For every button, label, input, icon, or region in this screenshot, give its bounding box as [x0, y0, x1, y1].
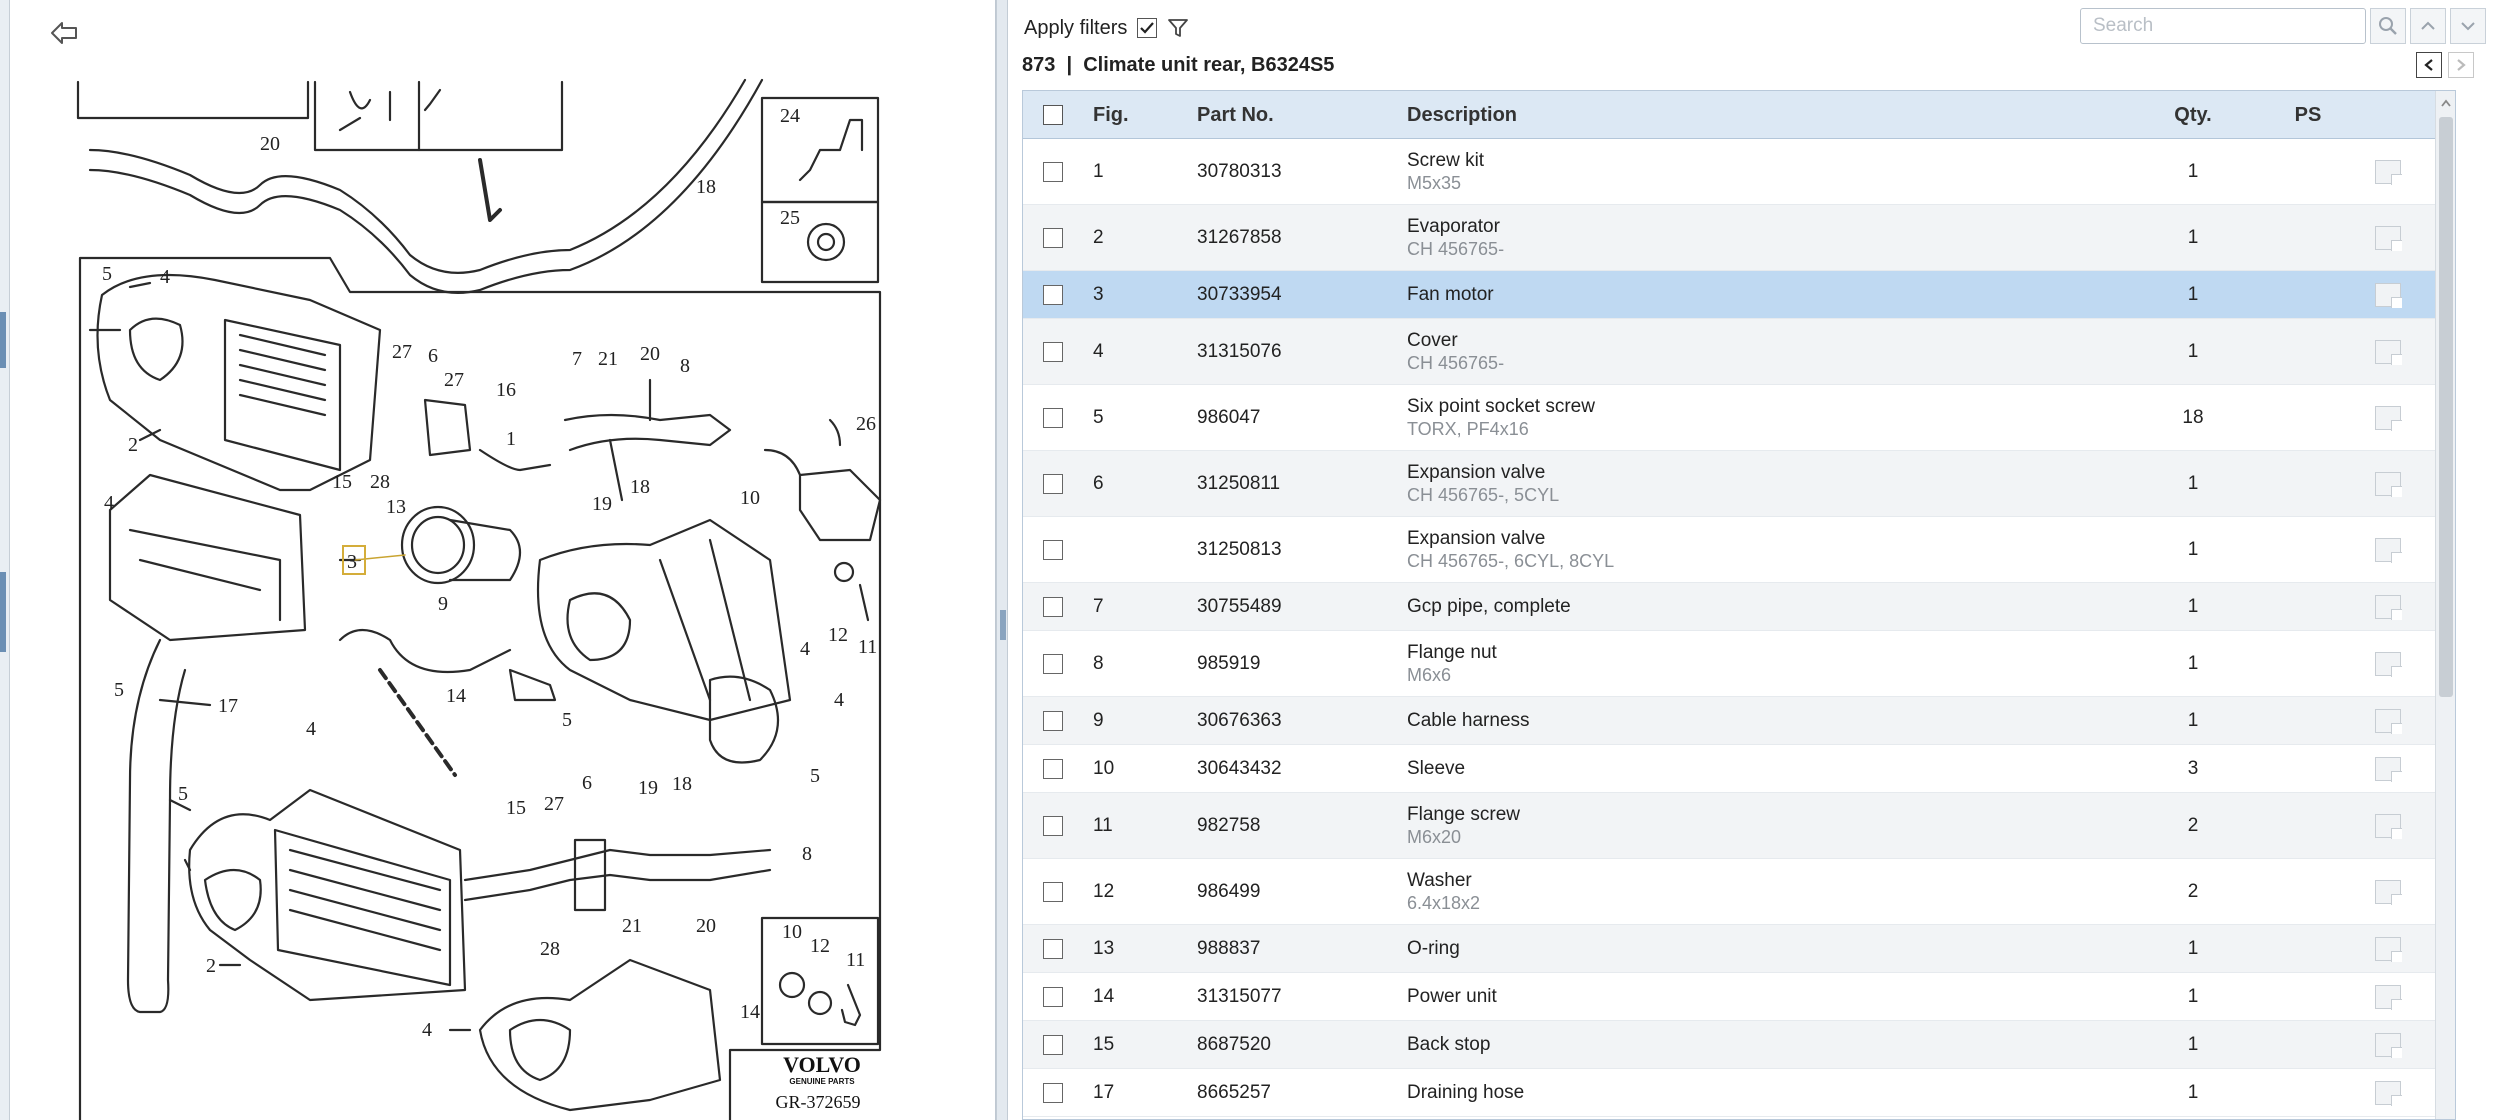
note-icon[interactable]: [2375, 160, 2401, 184]
svg-text:8: 8: [680, 355, 690, 377]
row-checkbox[interactable]: [1043, 474, 1063, 494]
row-qty: 3: [2187, 757, 2199, 779]
row-qty: 1: [2187, 1033, 2199, 1055]
row-part-no: 985919: [1197, 652, 1261, 674]
row-description-detail: 6.4x18x2: [1407, 892, 1481, 913]
column-header-qty[interactable]: Qty.: [2174, 103, 2212, 126]
note-icon[interactable]: [2375, 985, 2401, 1009]
table-row[interactable]: [1023, 517, 2435, 583]
row-checkbox[interactable]: [1043, 654, 1063, 674]
row-part-no: 30780313: [1197, 160, 1282, 182]
select-all-checkbox[interactable]: [1043, 105, 1063, 125]
svg-text:21: 21: [622, 915, 642, 937]
row-qty: 18: [2182, 406, 2204, 428]
svg-text:27: 27: [392, 341, 412, 363]
svg-text:5: 5: [178, 783, 188, 805]
checkmark-icon: [1139, 20, 1155, 36]
svg-text:17: 17: [218, 695, 238, 717]
row-description-text: Flange screw: [1407, 803, 1520, 825]
table-row[interactable]: [1023, 385, 2435, 451]
row-description-text: Washer: [1407, 869, 1472, 891]
note-icon[interactable]: [2375, 226, 2401, 250]
note-icon[interactable]: [2375, 1033, 2401, 1057]
filter-icon[interactable]: [1167, 17, 1189, 39]
main-diagram-frame: [80, 258, 880, 1120]
row-description: [1407, 583, 1571, 630]
row-description: [1407, 139, 1484, 204]
svg-text:6: 6: [582, 772, 592, 794]
svg-text:26: 26: [856, 413, 876, 435]
row-fig: 3: [1093, 283, 1104, 305]
row-description-text: Screw kit: [1407, 149, 1485, 171]
note-icon[interactable]: [2375, 595, 2401, 619]
row-checkbox[interactable]: [1043, 816, 1063, 836]
svg-text:4: 4: [800, 638, 810, 660]
next-result-button[interactable]: [2450, 8, 2486, 44]
row-fig: 11: [1093, 814, 1113, 836]
table-row[interactable]: [1023, 271, 2435, 319]
row-description-text: Evaporator: [1407, 215, 1500, 237]
svg-text:15: 15: [332, 471, 352, 493]
svg-text:10: 10: [782, 921, 802, 943]
row-description: [1407, 631, 1497, 696]
row-description-text: Cable harness: [1407, 709, 1530, 731]
row-description-text: Draining hose: [1407, 1081, 1525, 1103]
row-checkbox[interactable]: [1043, 1035, 1063, 1055]
note-icon[interactable]: [2375, 472, 2401, 496]
row-description-text: Expansion valve: [1407, 461, 1546, 483]
row-checkbox[interactable]: [1043, 711, 1063, 731]
row-part-no: 31267858: [1197, 226, 1282, 248]
row-description: [1407, 697, 1530, 744]
row-description-text: Six point socket screw: [1407, 395, 1595, 417]
row-part-no: 31315076: [1197, 340, 1282, 362]
chevron-up-icon: [2440, 98, 2452, 108]
row-description: [1407, 271, 1494, 318]
diagram-reference: GR-372659: [775, 1092, 861, 1112]
table-row[interactable]: [1023, 973, 2435, 1021]
svg-text:20: 20: [260, 133, 280, 155]
svg-text:14: 14: [740, 1001, 760, 1023]
filter-bar: [1024, 14, 1189, 42]
note-icon[interactable]: [2375, 406, 2401, 430]
svg-text:10: 10: [740, 487, 760, 509]
svg-text:GENUINE PARTS: GENUINE PARTS: [789, 1077, 855, 1086]
table-row[interactable]: [1023, 451, 2435, 517]
row-part-no: 30733954: [1197, 283, 1282, 305]
table-row[interactable]: [1023, 925, 2435, 973]
svg-text:5: 5: [114, 679, 124, 701]
row-description-text: O-ring: [1407, 937, 1460, 959]
row-qty: 2: [2187, 814, 2199, 836]
svg-text:19: 19: [592, 493, 612, 515]
left-edge-bar: [0, 0, 10, 1120]
volvo-brand-mark: [776, 1052, 861, 1112]
note-icon[interactable]: [2375, 652, 2401, 676]
row-part-no: 8665257: [1197, 1081, 1271, 1103]
svg-text:2: 2: [128, 434, 138, 456]
row-description-detail: TORX, PF4x16: [1407, 418, 1529, 439]
row-description: [1407, 385, 1595, 450]
svg-text:18: 18: [696, 176, 716, 198]
row-qty: 1: [2187, 652, 2199, 674]
table-body: [1023, 139, 2435, 1117]
table-row[interactable]: [1023, 631, 2435, 697]
row-description: [1407, 319, 1504, 384]
column-header-fig[interactable]: Fig.: [1093, 103, 1129, 126]
row-checkbox[interactable]: [1043, 987, 1063, 1007]
row-description-detail: M6x20: [1407, 826, 1462, 847]
row-checkbox[interactable]: [1043, 228, 1063, 248]
table-scrollbar[interactable]: [2435, 91, 2455, 1120]
note-icon[interactable]: [2375, 709, 2401, 733]
table-row[interactable]: [1023, 1069, 2435, 1117]
svg-text:27: 27: [544, 793, 564, 815]
row-description-detail: CH 456765-, 5CYL: [1407, 484, 1560, 505]
svg-text:2: 2: [206, 955, 216, 977]
row-part-no: 982758: [1197, 814, 1261, 836]
scroll-thumb[interactable]: [2439, 117, 2453, 697]
row-description-text: Power unit: [1407, 985, 1497, 1007]
row-fig: 12: [1093, 880, 1115, 902]
row-qty: 1: [2187, 340, 2199, 362]
note-icon[interactable]: [2375, 937, 2401, 961]
row-description: [1407, 1069, 1524, 1116]
note-icon[interactable]: [2375, 757, 2401, 781]
row-description-text: Fan motor: [1407, 283, 1494, 305]
row-qty: 1: [2187, 595, 2199, 617]
note-icon[interactable]: [2375, 814, 2401, 838]
panel-splitter[interactable]: [996, 0, 1008, 1120]
apply-filters-label: Apply filters: [1024, 16, 1128, 39]
row-fig: 7: [1093, 595, 1104, 617]
row-description-text: Sleeve: [1407, 757, 1466, 779]
svg-text:8: 8: [802, 843, 812, 865]
svg-text:19: 19: [638, 777, 658, 799]
row-description: [1407, 451, 1559, 516]
row-description: [1407, 859, 1480, 924]
row-description-detail: M6x6: [1407, 664, 1452, 685]
table-header: [1023, 91, 2435, 139]
svg-text:25: 25: [780, 207, 800, 229]
table-row[interactable]: [1023, 859, 2435, 925]
row-part-no: 30755489: [1197, 595, 1282, 617]
row-part-no: 31315077: [1197, 985, 1282, 1007]
table-row[interactable]: [1023, 205, 2435, 271]
row-fig: 10: [1093, 757, 1115, 779]
column-header-part-no[interactable]: Part No.: [1197, 103, 1274, 126]
next-section-button[interactable]: [2448, 52, 2474, 78]
note-icon[interactable]: [2375, 1081, 2401, 1105]
row-description-text: Cover: [1407, 329, 1458, 351]
table-row[interactable]: [1023, 583, 2435, 631]
svg-text:4: 4: [834, 689, 844, 711]
note-icon[interactable]: [2375, 283, 2401, 307]
row-checkbox[interactable]: [1043, 540, 1063, 560]
row-description: [1407, 205, 1504, 270]
row-checkbox[interactable]: [1043, 162, 1063, 182]
search-button[interactable]: [2370, 8, 2406, 44]
row-fig: 6: [1093, 472, 1104, 494]
svg-text:18: 18: [630, 476, 650, 498]
row-checkbox[interactable]: [1043, 597, 1063, 617]
table-row[interactable]: [1023, 793, 2435, 859]
svg-text:6: 6: [428, 345, 438, 367]
svg-text:5: 5: [102, 263, 112, 285]
row-qty: 1: [2187, 538, 2199, 560]
svg-text:11: 11: [858, 636, 878, 658]
svg-text:15: 15: [506, 797, 526, 819]
svg-text:28: 28: [540, 938, 560, 960]
row-fig: 15: [1093, 1033, 1115, 1055]
row-fig: 13: [1093, 937, 1115, 959]
row-description: [1407, 973, 1497, 1020]
search-group: [2080, 8, 2486, 44]
row-description-detail: CH 456765-: [1407, 238, 1505, 259]
scroll-up-arrow[interactable]: [2436, 91, 2456, 115]
row-qty: 1: [2187, 283, 2199, 305]
row-qty: 2: [2187, 880, 2199, 902]
row-description-detail: CH 456765-: [1407, 352, 1505, 373]
search-input[interactable]: [2080, 8, 2366, 44]
svg-text:4: 4: [160, 266, 170, 288]
row-part-no: 30643432: [1197, 757, 1282, 779]
svg-text:1: 1: [506, 428, 516, 450]
row-checkbox[interactable]: [1043, 759, 1063, 779]
row-fig: 5: [1093, 406, 1104, 428]
svg-text:11: 11: [846, 949, 866, 971]
svg-text:12: 12: [810, 935, 830, 957]
left-edge-tab[interactable]: [0, 312, 6, 368]
row-description-detail: M5x35: [1407, 172, 1462, 193]
svg-text:14: 14: [446, 685, 466, 707]
row-description: [1407, 745, 1465, 792]
note-icon[interactable]: [2375, 538, 2401, 562]
table-row[interactable]: [1023, 319, 2435, 385]
search-icon: [2377, 15, 2399, 37]
row-part-no: 8687520: [1197, 1033, 1271, 1055]
note-icon[interactable]: [2375, 880, 2401, 904]
svg-text:28: 28: [370, 471, 390, 493]
table-row[interactable]: [1023, 139, 2435, 205]
previous-result-button[interactable]: [2410, 8, 2446, 44]
row-qty: 1: [2187, 472, 2199, 494]
row-description-text: Gcp pipe, complete: [1407, 595, 1571, 617]
svg-text:7: 7: [572, 348, 582, 370]
row-part-no: 986047: [1197, 406, 1261, 428]
row-description: [1407, 517, 1614, 582]
row-part-no: 986499: [1197, 880, 1261, 902]
svg-text:4: 4: [104, 492, 114, 514]
left-edge-tab[interactable]: [0, 572, 6, 652]
svg-text:20: 20: [640, 343, 660, 365]
column-header-ps[interactable]: PS: [2294, 103, 2322, 126]
note-icon[interactable]: [2375, 340, 2401, 364]
section-pager: [2416, 52, 2474, 78]
row-qty: 1: [2187, 226, 2199, 248]
svg-text:13: 13: [386, 496, 406, 518]
row-checkbox[interactable]: [1043, 939, 1063, 959]
inset-frame-top-left: [78, 82, 308, 118]
row-part-no: 988837: [1197, 937, 1261, 959]
row-description-text: Expansion valve: [1407, 527, 1546, 549]
row-fig: 9: [1093, 709, 1104, 731]
svg-text:4: 4: [422, 1019, 432, 1041]
svg-text:18: 18: [672, 773, 692, 795]
row-checkbox[interactable]: [1043, 408, 1063, 428]
svg-text:5: 5: [562, 709, 572, 731]
previous-section-button[interactable]: [2416, 52, 2442, 78]
parts-list-panel: [1008, 0, 2500, 1120]
row-fig: 4: [1093, 340, 1104, 362]
column-header-description[interactable]: Description: [1407, 103, 1518, 126]
row-fig: 8: [1093, 652, 1104, 674]
row-checkbox[interactable]: [1043, 1083, 1063, 1103]
row-checkbox[interactable]: [1043, 882, 1063, 902]
chevron-up-icon: [2419, 17, 2437, 35]
row-description-detail: CH 456765-, 6CYL, 8CYL: [1407, 550, 1615, 571]
svg-text:16: 16: [496, 379, 516, 401]
splitter-grip[interactable]: [1000, 610, 1006, 640]
svg-text:3: 3: [347, 551, 357, 573]
row-description-text: Flange nut: [1407, 641, 1497, 663]
row-qty: 1: [2187, 985, 2199, 1007]
chevron-left-icon: [2423, 58, 2435, 72]
section-title: 873 | Climate unit rear, B6324S5: [1022, 54, 1335, 76]
svg-text:12: 12: [828, 624, 848, 646]
chevron-right-icon: [2455, 58, 2467, 72]
row-fig: 1: [1093, 160, 1104, 182]
row-description: [1407, 793, 1520, 858]
svg-text:24: 24: [780, 105, 800, 127]
svg-text:21: 21: [598, 348, 618, 370]
row-description-text: Back stop: [1407, 1033, 1491, 1055]
parts-table: [1022, 90, 2456, 1120]
row-qty: 1: [2187, 160, 2199, 182]
diagram-panel: [10, 0, 996, 1120]
row-fig: 2: [1093, 226, 1104, 248]
row-qty: 1: [2187, 709, 2199, 731]
apply-filters-checkbox[interactable]: [1137, 18, 1157, 38]
table-row[interactable]: [1023, 1021, 2435, 1069]
row-qty: 1: [2187, 937, 2199, 959]
svg-text:5: 5: [810, 765, 820, 787]
row-qty: 1: [2187, 1081, 2199, 1103]
row-description: [1407, 925, 1460, 972]
row-checkbox[interactable]: [1043, 285, 1063, 305]
svg-text:20: 20: [696, 915, 716, 937]
row-fig: 14: [1093, 985, 1115, 1007]
row-part-no: 31250813: [1197, 538, 1282, 560]
row-part-no: 30676363: [1197, 709, 1282, 731]
row-part-no: 31250811: [1197, 472, 1281, 494]
row-fig: 17: [1093, 1081, 1115, 1103]
table-row[interactable]: [1023, 697, 2435, 745]
svg-text:4: 4: [306, 718, 316, 740]
svg-text:27: 27: [444, 369, 464, 391]
table-row[interactable]: [1023, 745, 2435, 793]
svg-text:9: 9: [438, 593, 448, 615]
row-description: [1407, 1021, 1490, 1068]
svg-text:VOLVO: VOLVO: [783, 1052, 861, 1077]
exploded-view-diagram[interactable]: [10, 0, 996, 1120]
chevron-down-icon: [2459, 17, 2477, 35]
row-checkbox[interactable]: [1043, 342, 1063, 362]
